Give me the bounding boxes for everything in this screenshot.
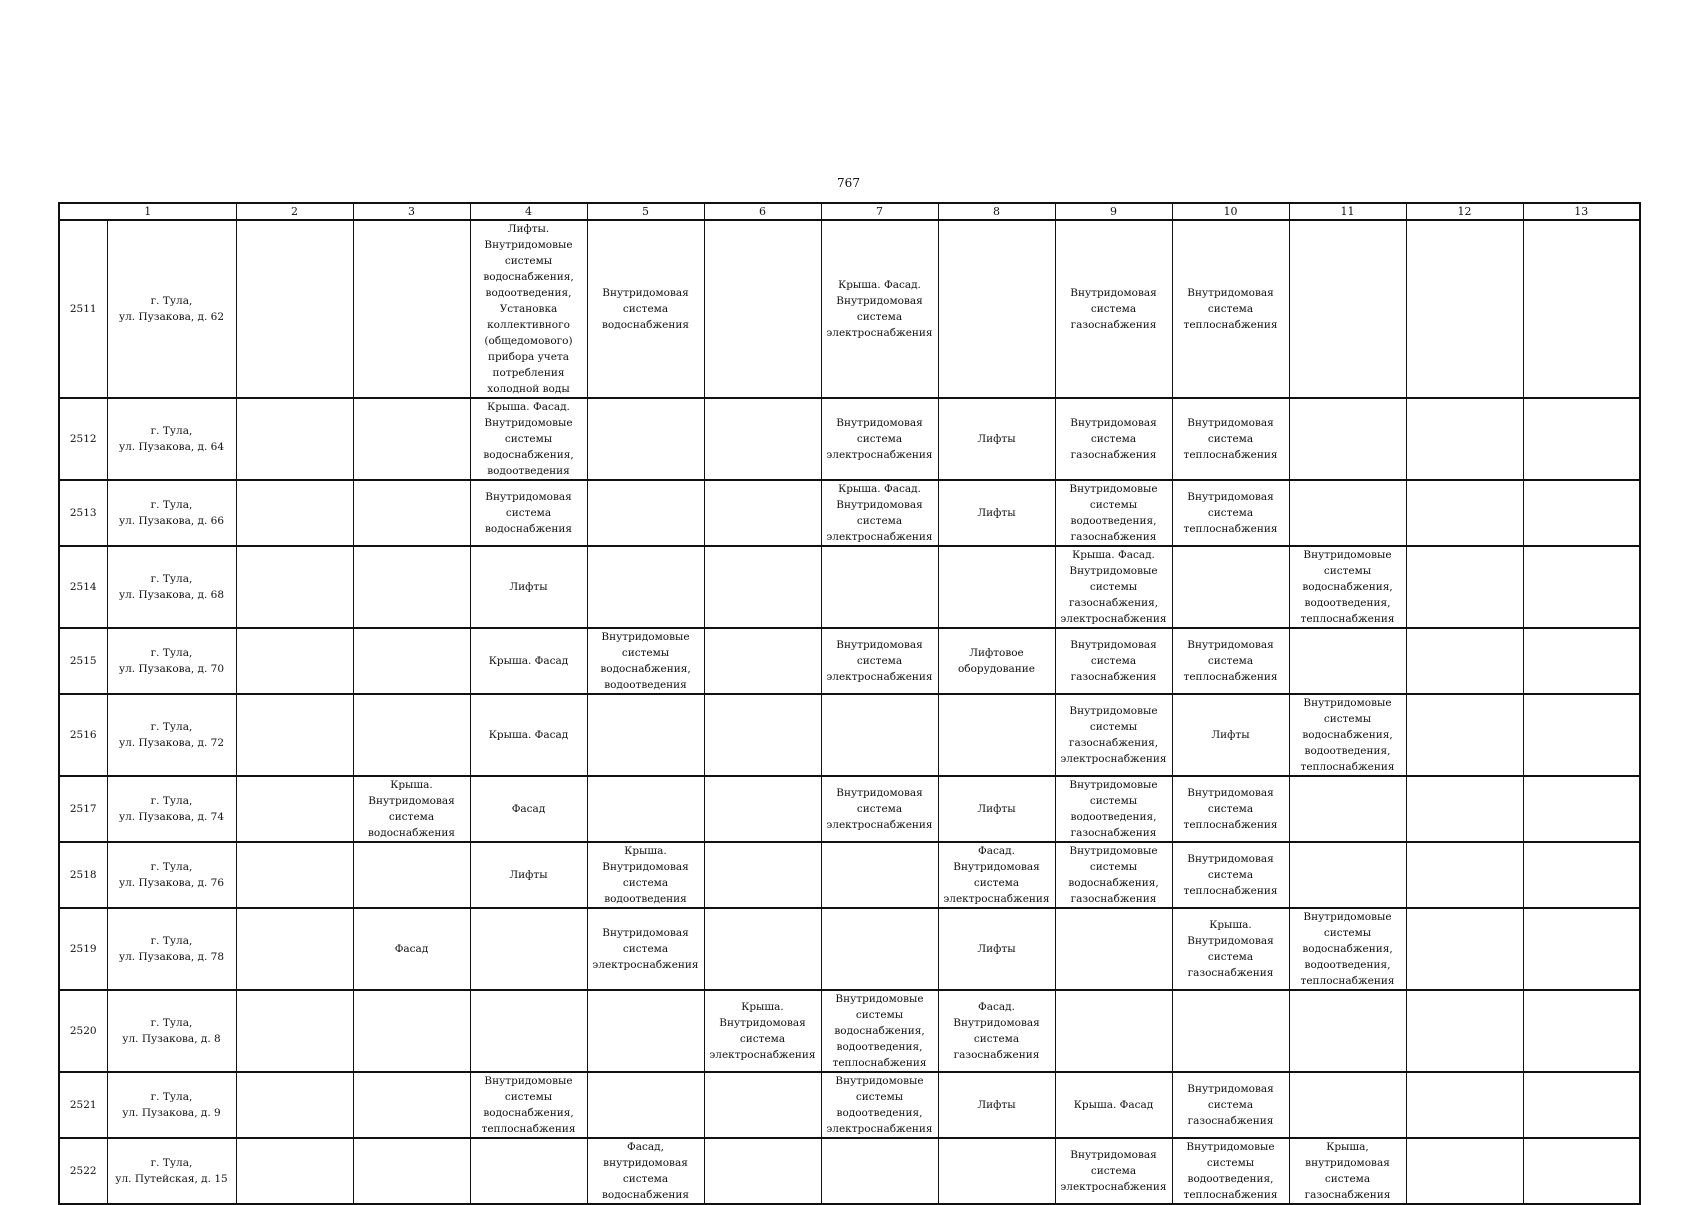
work-cell-col-9: Внутридомовая система газоснабжения [1055, 628, 1172, 694]
address-cell [107, 694, 236, 776]
address-cell [107, 842, 236, 908]
work-cell-col-7 [821, 908, 938, 990]
repair-schedule-table [58, 202, 1641, 1205]
column-header-9: 9 [1055, 203, 1172, 220]
address-street: ул. Пузакова, д. 78 [118, 951, 225, 963]
work-cell-col-11 [1289, 990, 1406, 1072]
work-cell-col-7: Внутридомовые системы водоотведения, электроснабжения [821, 1072, 938, 1138]
work-cell-col-10: Внутридомовые системы водоотведения, теплоснабжения [1172, 1138, 1289, 1204]
page-number: 767 [837, 176, 860, 190]
work-cell-col-9 [1055, 908, 1172, 990]
work-cell-col-2 [236, 628, 353, 694]
column-header-8: 8 [938, 203, 1055, 220]
work-cell-col-10: Лифты [1172, 694, 1289, 776]
work-cell-col-9: Внутридомовые системы водоотведения, газоснабжения [1055, 776, 1172, 842]
work-cell-col-12 [1406, 628, 1523, 694]
work-cell-col-7 [821, 1138, 938, 1204]
work-cell-col-7: Внутридомовая система электроснабжения [821, 628, 938, 694]
address-street: ул. Пузакова, д. 62 [118, 311, 225, 323]
work-cell-col-10 [1172, 990, 1289, 1072]
work-cell-col-13 [1523, 546, 1640, 628]
work-cell-col-4 [470, 908, 587, 990]
address-city: г. Тула, [150, 647, 193, 659]
address-cell [107, 990, 236, 1072]
work-cell-col-5 [587, 480, 704, 546]
row-number-cell: 2513 [59, 480, 107, 546]
work-cell-col-3 [353, 546, 470, 628]
header-row [59, 203, 1640, 220]
address-street: ул. Пузакова, д. 70 [118, 663, 225, 675]
address-street: ул. Пузакова, д. 72 [118, 737, 225, 749]
address-city: г. Тула, [150, 295, 193, 307]
address-cell [107, 398, 236, 480]
work-cell-col-11: Крыша, внутридомовая система газоснабжения [1289, 1138, 1406, 1204]
work-cell-col-9: Внутридомовая система электроснабжения [1055, 1138, 1172, 1204]
address-cell [107, 1072, 236, 1138]
work-cell-col-12 [1406, 480, 1523, 546]
work-cell-col-7: Крыша. Фасад. Внутридомовая система электроснабжения [821, 480, 938, 546]
address-cell [107, 220, 236, 398]
work-cell-col-2 [236, 1072, 353, 1138]
work-cell-col-4 [470, 990, 587, 1072]
work-cell-col-10: Крыша. Внутридомовая система газоснабжения [1172, 908, 1289, 990]
work-cell-col-3 [353, 1072, 470, 1138]
work-cell-col-4: Лифты. Внутридомовые системы водоснабжения, водоотведения, Установка коллективного (общедомового) прибора учета потребления холодной воды [470, 220, 587, 398]
address-street: ул. Пузакова, д. 68 [118, 589, 225, 601]
work-cell-col-10 [1172, 546, 1289, 628]
work-cell-col-9: Внутридомовые системы водоотведения, газоснабжения [1055, 480, 1172, 546]
row-number-cell: 2516 [59, 694, 107, 776]
work-cell-col-10: Внутридомовая система теплоснабжения [1172, 398, 1289, 480]
address-street: ул. Пузакова, д. 74 [118, 811, 225, 823]
table-row [59, 480, 1640, 546]
work-cell-col-3 [353, 1138, 470, 1204]
work-cell-col-12 [1406, 694, 1523, 776]
work-cell-col-6 [704, 694, 821, 776]
table-row [59, 842, 1640, 908]
work-cell-col-2 [236, 220, 353, 398]
work-cell-col-5: Внутридомовая система водоснабжения [587, 220, 704, 398]
work-cell-col-8 [938, 220, 1055, 398]
work-cell-col-6 [704, 398, 821, 480]
work-cell-col-6 [704, 220, 821, 398]
work-cell-col-7: Внутридомовая система электроснабжения [821, 776, 938, 842]
address-street: ул. Пузакова, д. 64 [118, 441, 225, 453]
table-body [59, 220, 1640, 1204]
column-header-2: 2 [236, 203, 353, 220]
address-city: г. Тула, [150, 795, 193, 807]
table-row [59, 546, 1640, 628]
work-cell-col-4: Лифты [470, 842, 587, 908]
work-cell-col-11 [1289, 480, 1406, 546]
work-cell-col-2 [236, 480, 353, 546]
address-city: г. Тула, [150, 1017, 193, 1029]
table-row [59, 908, 1640, 990]
work-cell-col-12 [1406, 776, 1523, 842]
work-cell-col-13 [1523, 842, 1640, 908]
work-cell-col-7: Крыша. Фасад. Внутридомовая система электроснабжения [821, 220, 938, 398]
column-header-12: 12 [1406, 203, 1523, 220]
work-cell-col-3 [353, 694, 470, 776]
table-row [59, 990, 1640, 1072]
column-header-10: 10 [1172, 203, 1289, 220]
work-cell-col-12 [1406, 398, 1523, 480]
work-cell-col-2 [236, 546, 353, 628]
row-number-cell: 2517 [59, 776, 107, 842]
work-cell-col-2 [236, 842, 353, 908]
work-cell-col-8: Лифтовое оборудование [938, 628, 1055, 694]
work-cell-col-13 [1523, 694, 1640, 776]
work-cell-col-6 [704, 776, 821, 842]
work-cell-col-11 [1289, 398, 1406, 480]
work-cell-col-5 [587, 546, 704, 628]
work-cell-col-9 [1055, 990, 1172, 1072]
work-cell-col-12 [1406, 1072, 1523, 1138]
row-number-cell: 2521 [59, 1072, 107, 1138]
address-city: г. Тула, [150, 1091, 193, 1103]
work-cell-col-2 [236, 1138, 353, 1204]
work-cell-col-5 [587, 694, 704, 776]
work-cell-col-12 [1406, 220, 1523, 398]
work-cell-col-4 [470, 1138, 587, 1204]
address-cell [107, 1138, 236, 1204]
work-cell-col-12 [1406, 842, 1523, 908]
work-cell-col-12 [1406, 546, 1523, 628]
work-cell-col-8 [938, 1138, 1055, 1204]
work-cell-col-9: Внутридомовая система газоснабжения [1055, 398, 1172, 480]
work-cell-col-6 [704, 628, 821, 694]
table-row [59, 1138, 1640, 1204]
work-cell-col-5: Фасад, внутридомовая система водоснабжения [587, 1138, 704, 1204]
address-street: ул. Пузакова, д. 76 [118, 877, 225, 889]
address-cell [107, 908, 236, 990]
work-cell-col-8: Фасад. Внутридомовая система газоснабжения [938, 990, 1055, 1072]
work-cell-col-10: Внутридомовая система теплоснабжения [1172, 628, 1289, 694]
work-cell-col-6: Крыша. Внутридомовая система электроснабжения [704, 990, 821, 1072]
work-cell-col-7: Внутридомовая система электроснабжения [821, 398, 938, 480]
work-cell-col-11 [1289, 1072, 1406, 1138]
work-cell-col-11 [1289, 220, 1406, 398]
work-cell-col-8: Лифты [938, 398, 1055, 480]
work-cell-col-11: Внутридомовые системы водоснабжения, водоотведения, теплоснабжения [1289, 546, 1406, 628]
work-cell-col-3: Фасад [353, 908, 470, 990]
row-number-cell: 2522 [59, 1138, 107, 1204]
work-cell-col-3 [353, 628, 470, 694]
work-cell-col-11: Внутридомовые системы водоснабжения, водоотведения, теплоснабжения [1289, 908, 1406, 990]
work-cell-col-2 [236, 398, 353, 480]
work-cell-col-2 [236, 694, 353, 776]
address-cell [107, 628, 236, 694]
work-cell-col-11 [1289, 628, 1406, 694]
table-row [59, 776, 1640, 842]
work-cell-col-4: Внутридомовая система водоснабжения [470, 480, 587, 546]
work-cell-col-4: Крыша. Фасад [470, 628, 587, 694]
table-row [59, 1072, 1640, 1138]
row-number-cell: 2519 [59, 908, 107, 990]
work-cell-col-4: Фасад [470, 776, 587, 842]
table-row [59, 628, 1640, 694]
work-cell-col-11 [1289, 842, 1406, 908]
address-city: г. Тула, [150, 425, 193, 437]
work-cell-col-13 [1523, 398, 1640, 480]
work-cell-col-3: Крыша. Внутридомовая система водоснабжения [353, 776, 470, 842]
work-cell-col-3 [353, 220, 470, 398]
work-cell-col-7 [821, 546, 938, 628]
row-number-cell: 2514 [59, 546, 107, 628]
work-cell-col-9: Внутридомовые системы водоснабжения, газоснабжения [1055, 842, 1172, 908]
row-number-cell: 2512 [59, 398, 107, 480]
work-cell-col-5: Внутридомовая система электроснабжения [587, 908, 704, 990]
work-cell-col-8: Лифты [938, 1072, 1055, 1138]
address-city: г. Тула, [150, 1157, 193, 1169]
work-cell-col-6 [704, 1072, 821, 1138]
work-cell-col-4: Крыша. Фасад [470, 694, 587, 776]
row-number-cell: 2518 [59, 842, 107, 908]
work-cell-col-13 [1523, 1072, 1640, 1138]
work-cell-col-8 [938, 546, 1055, 628]
address-street: ул. Путейская, д. 15 [115, 1173, 228, 1185]
work-cell-col-13 [1523, 1138, 1640, 1204]
work-cell-col-6 [704, 908, 821, 990]
work-cell-col-9: Крыша. Фасад [1055, 1072, 1172, 1138]
work-cell-col-2 [236, 990, 353, 1072]
work-cell-col-9: Внутридомовая система газоснабжения [1055, 220, 1172, 398]
address-city: г. Тула, [150, 861, 193, 873]
work-cell-col-13 [1523, 628, 1640, 694]
work-cell-col-2 [236, 776, 353, 842]
work-cell-col-8: Фасад. Внутридомовая система электроснабжения [938, 842, 1055, 908]
work-cell-col-12 [1406, 1138, 1523, 1204]
work-cell-col-13 [1523, 990, 1640, 1072]
work-cell-col-10: Внутридомовая система теплоснабжения [1172, 776, 1289, 842]
work-cell-col-5 [587, 776, 704, 842]
column-header-6: 6 [704, 203, 821, 220]
column-header-7: 7 [821, 203, 938, 220]
column-header-13: 13 [1523, 203, 1640, 220]
work-cell-col-5: Крыша. Внутридомовая система водоотведения [587, 842, 704, 908]
work-cell-col-10: Внутридомовая система теплоснабжения [1172, 480, 1289, 546]
table-row [59, 398, 1640, 480]
table-row [59, 694, 1640, 776]
work-cell-col-9: Крыша. Фасад. Внутридомовые системы газоснабжения, электроснабжения [1055, 546, 1172, 628]
work-cell-col-10: Внутридомовая система газоснабжения [1172, 1072, 1289, 1138]
work-cell-col-10: Внутридомовая система теплоснабжения [1172, 842, 1289, 908]
work-cell-col-12 [1406, 990, 1523, 1072]
work-cell-col-6 [704, 546, 821, 628]
row-number-cell: 2515 [59, 628, 107, 694]
work-cell-col-10: Внутридомовая система теплоснабжения [1172, 220, 1289, 398]
work-cell-col-13 [1523, 776, 1640, 842]
work-cell-col-13 [1523, 480, 1640, 546]
work-cell-col-7 [821, 842, 938, 908]
work-cell-col-7 [821, 694, 938, 776]
address-cell [107, 776, 236, 842]
address-city: г. Тула, [150, 573, 193, 585]
address-street: ул. Пузакова, д. 9 [122, 1107, 221, 1119]
address-city: г. Тула, [150, 935, 193, 947]
address-street: ул. Пузакова, д. 66 [118, 515, 225, 527]
work-cell-col-3 [353, 990, 470, 1072]
work-cell-col-3 [353, 842, 470, 908]
work-cell-col-12 [1406, 908, 1523, 990]
work-cell-col-2 [236, 908, 353, 990]
work-cell-col-6 [704, 1138, 821, 1204]
work-cell-col-5: Внутридомовые системы водоснабжения, водоотведения [587, 628, 704, 694]
work-cell-col-8 [938, 694, 1055, 776]
work-cell-col-3 [353, 398, 470, 480]
work-cell-col-5 [587, 990, 704, 1072]
work-cell-col-4: Внутридомовые системы водоснабжения, теплоснабжения [470, 1072, 587, 1138]
work-cell-col-8: Лифты [938, 908, 1055, 990]
work-cell-col-6 [704, 842, 821, 908]
work-cell-col-5 [587, 398, 704, 480]
address-cell [107, 546, 236, 628]
address-city: г. Тула, [150, 721, 193, 733]
work-cell-col-11: Внутридомовые системы водоснабжения, водоотведения, теплоснабжения [1289, 694, 1406, 776]
work-cell-col-4: Лифты [470, 546, 587, 628]
column-header-4: 4 [470, 203, 587, 220]
address-street: ул. Пузакова, д. 8 [122, 1033, 221, 1045]
column-header-5: 5 [587, 203, 704, 220]
address-city: г. Тула, [150, 499, 193, 511]
work-cell-col-7: Внутридомовые системы водоснабжения, водоотведения, теплоснабжения [821, 990, 938, 1072]
work-cell-col-9: Внутридомовые системы газоснабжения, электроснабжения [1055, 694, 1172, 776]
work-cell-col-4: Крыша. Фасад. Внутридомовые системы водоснабжения, водоотведения [470, 398, 587, 480]
work-cell-col-6 [704, 480, 821, 546]
work-cell-col-13 [1523, 220, 1640, 398]
column-header-1: 1 [59, 203, 236, 220]
column-header-3: 3 [353, 203, 470, 220]
work-cell-col-8: Лифты [938, 776, 1055, 842]
work-cell-col-3 [353, 480, 470, 546]
work-cell-col-5 [587, 1072, 704, 1138]
work-cell-col-13 [1523, 908, 1640, 990]
row-number-cell: 2520 [59, 990, 107, 1072]
table-row [59, 220, 1640, 398]
address-cell [107, 480, 236, 546]
work-cell-col-11 [1289, 776, 1406, 842]
column-header-11: 11 [1289, 203, 1406, 220]
row-number-cell: 2511 [59, 220, 107, 398]
work-cell-col-8: Лифты [938, 480, 1055, 546]
